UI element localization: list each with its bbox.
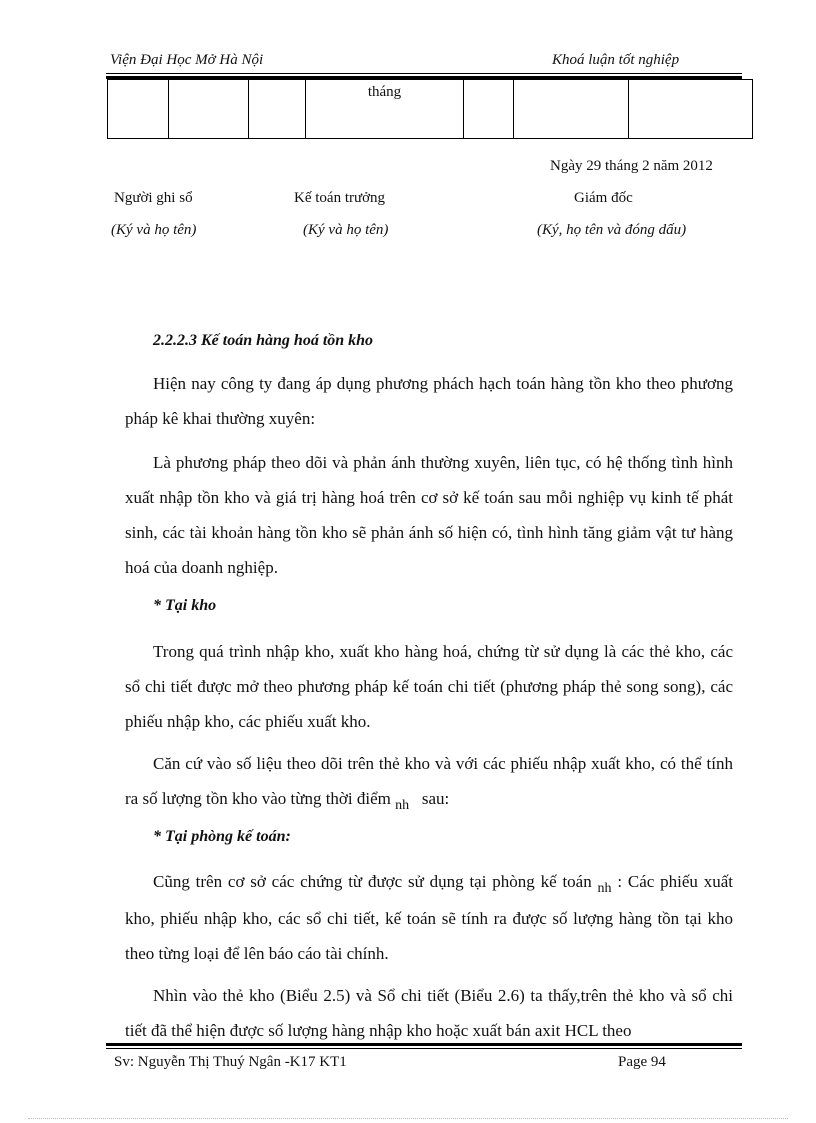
header-institution: Viện Đại Học Mở Hà Nội <box>110 52 264 68</box>
page-number: 94 <box>650 1054 666 1070</box>
signature-date: Ngày 29 tháng 2 năm 2012 <box>550 158 713 174</box>
page-edge-divider <box>28 1118 788 1119</box>
paragraph-text: sau: <box>421 789 450 808</box>
page-label: Page <box>618 1054 648 1070</box>
footer-page <box>618 1054 666 1071</box>
table-fragment <box>107 79 753 139</box>
section-heading: 2.2.2.3 Kế toán hàng hoá tồn kho <box>153 332 374 349</box>
note-bookkeeper: (Ký và họ tên) <box>111 222 197 238</box>
paragraph-stock-calc <box>125 746 733 818</box>
header-rule-thin <box>106 73 742 74</box>
subheading-accounting-dept: * Tại phòng kế toán: <box>153 828 291 845</box>
role-chief-accountant: Kế toán trưởng <box>294 190 386 206</box>
table-cell <box>169 80 249 139</box>
paragraph-warehouse-docs: Trong quá trình nhập kho, xuất kho hàng hoá, chứng từ sử dụng là các thẻ kho, các sổ chi tiết được mở theo phương pháp kế toán chi tiết (phương pháp thẻ song song), các phiếu nhập kho, các phiếu xuất kho. <box>125 642 733 731</box>
footer-rule-thick <box>106 1043 742 1046</box>
subheading-warehouse: * Tại kho <box>153 597 217 614</box>
note-director: (Ký, họ tên và đóng dấu) <box>537 222 687 238</box>
table-cell <box>108 80 169 139</box>
table-cell: tháng <box>306 80 464 139</box>
note-chief-accountant: (Ký và họ tên) <box>303 222 389 238</box>
paragraph-accounting-dept <box>125 864 733 971</box>
footer-rule-thin <box>106 1048 742 1049</box>
table-cell <box>629 80 753 139</box>
paragraph-method: Hiện nay công ty đang áp dụng phương phách hạch toán hàng tồn kho theo phương pháp kê khai thường xuyên: <box>125 374 733 428</box>
nh-marker: nh <box>395 798 410 813</box>
header-document-type: Khoá luận tốt nghiệp <box>552 52 680 68</box>
paragraph-text: Căn cứ vào số liệu theo dõi trên thẻ kho và với các phiếu nhập xuất kho, có thể tính ra số lượng tồn kho vào từng thời điểm <box>125 754 733 808</box>
paragraph-definition: Là phương pháp theo dõi và phản ánh thường xuyên, liên tục, có hệ thống tình hình xuất nhập tồn kho và giá trị hàng hoá trên cơ sở kế toán sau mỗi nghiệp vụ kinh tế phát sinh, các tài khoản hàng tồn kho sẽ phản ánh số hiện có, tình hình tăng giảm vật tư hàng hoá của doanh nghiệp. <box>125 453 733 577</box>
role-director: Giám đốc <box>574 190 633 206</box>
footer-student: Sv: Nguyễn Thị Thuý Ngân -K17 KT1 <box>114 1054 347 1070</box>
paragraph-observation: Nhìn vào thẻ kho (Biểu 2.5) và Sổ chi tiết (Biểu 2.6) ta thấy,trên thẻ kho và sổ chi tiết đã thể hiện được số lượng hàng nhập kho hoặc xuất bán axit HCL theo <box>125 986 733 1040</box>
paragraph-text: : Các phiếu xuất kho, phiếu nhập kho, các sổ chi tiết, kế toán sẽ tính ra được số lượng hàng tồn tại kho theo từng loại để lên báo cáo tài chính. <box>125 872 734 963</box>
role-bookkeeper: Người ghi sổ <box>114 190 193 206</box>
table-cell <box>249 80 306 139</box>
paragraph-text: Cũng trên cơ sở các chứng từ được sử dụng tại phòng kế toán <box>153 872 592 891</box>
table-cell <box>464 80 514 139</box>
table-cell <box>514 80 629 139</box>
nh-marker: nh <box>597 881 612 896</box>
table-row <box>108 80 753 139</box>
